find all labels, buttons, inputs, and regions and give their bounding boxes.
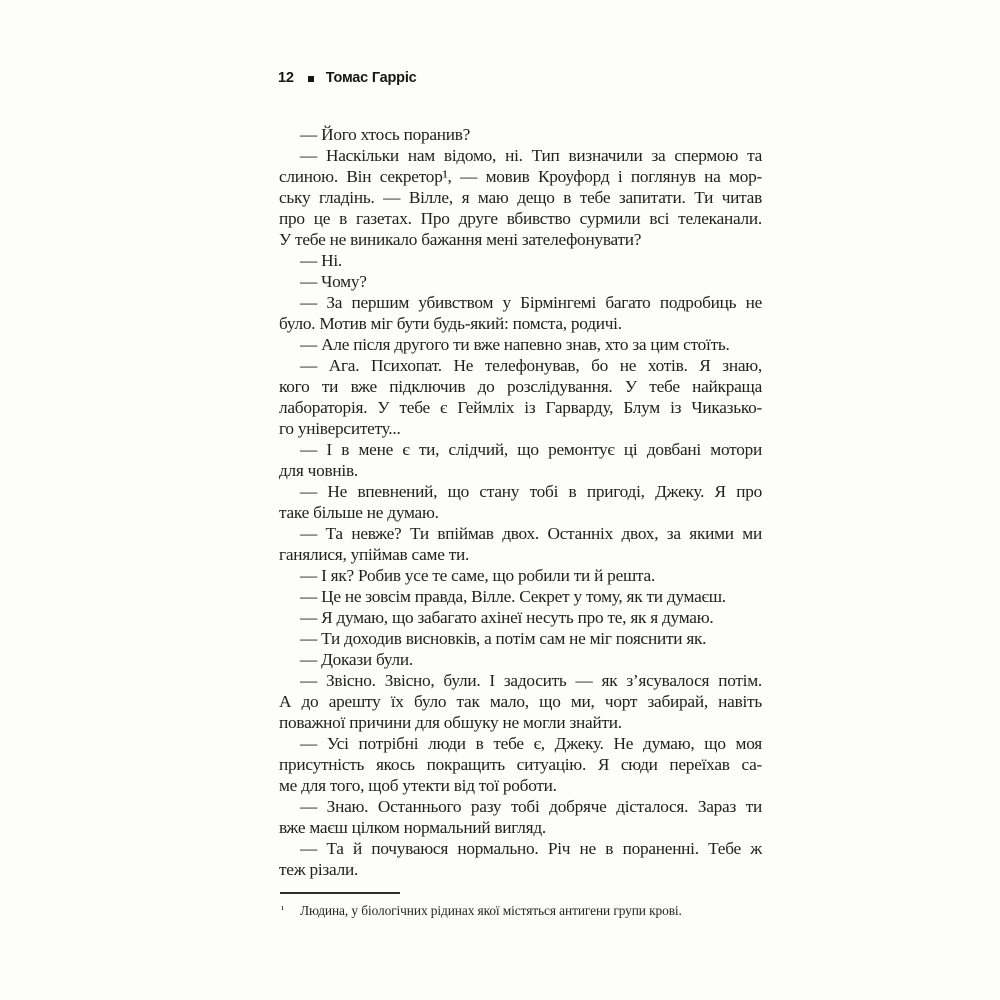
text-line: — Та й почуваюся нормально. Річ не в пораненні. Тебе ж bbox=[300, 839, 762, 858]
text-line: таке більше не думаю. bbox=[279, 503, 439, 522]
footnote-text: Людина, у біологічних рідинах якої містяться антигени групи крові. bbox=[300, 903, 682, 918]
text-line: — Ти доходив висновків, а потім сам не міг пояснити як. bbox=[300, 629, 707, 648]
text-line: — Я думаю, що забагато ахінеї несуть про те, як я думаю. bbox=[300, 608, 714, 627]
text-line: — Докази були. bbox=[300, 650, 413, 669]
text-line: У тебе не виникало бажання мені зателефонувати? bbox=[279, 230, 642, 249]
text-line: — Наскільки нам відомо, ні. Тип визначили за спермою та bbox=[300, 146, 762, 165]
text-line: — Не впевнений, що стану тобі в пригоді, Джеку. Я про bbox=[300, 482, 762, 501]
text-line: — Ні. bbox=[300, 251, 342, 270]
text-line: — Чому? bbox=[300, 272, 367, 291]
text-line: для човнів. bbox=[279, 461, 358, 480]
text-line: теж різали. bbox=[279, 860, 359, 879]
text-line: було. Мотив міг бути будь-який: помста, родичі. bbox=[279, 314, 622, 333]
text-line: — За першим убивством у Бірмінгемі багато подробиць не bbox=[300, 293, 762, 312]
body-text bbox=[279, 124, 762, 880]
text-line: — І як? Робив усе те саме, що робили ти й решта. bbox=[300, 566, 656, 585]
text-line: — Це не зовсім правда, Вілле. Секрет у тому, як ти думаєш. bbox=[300, 587, 726, 606]
text-line: — Усі потрібні люди в тебе є, Джеку. Не думаю, що моя bbox=[300, 734, 762, 753]
text-line: вже маєш цілком нормальний вигляд. bbox=[279, 818, 546, 837]
text-line: кого ти вже підключив до розслідування. У тебе найкраща bbox=[279, 377, 762, 396]
text-line: — Знаю. Останнього разу тобі добряче дісталося. Зараз ти bbox=[300, 797, 762, 816]
footnote-marker: ¹ bbox=[281, 904, 285, 916]
square-bullet-icon bbox=[308, 76, 314, 82]
text-line: — Але після другого ти вже напевно знав, хто за цим стоїть. bbox=[300, 335, 730, 354]
text-line: ську гладінь. — Вілле, я маю дещо в тебе запитати. Ти читав bbox=[279, 188, 762, 207]
text-line: — Ага. Психопат. Не телефонував, бо не хотів. Я знаю, bbox=[300, 356, 762, 375]
text-line: лабораторія. У тебе є Геймліх із Гарварду, Блум із Чиказько- bbox=[279, 398, 762, 417]
footnote-divider bbox=[280, 892, 400, 894]
text-line: А до арешту їх було так мало, що ми, чорт забирай, навіть bbox=[279, 692, 762, 711]
text-line: го університету... bbox=[279, 419, 401, 438]
text-line: ганялися, упіймав саме ти. bbox=[279, 545, 470, 564]
text-line: ме для того, щоб утекти від тої роботи. bbox=[279, 776, 557, 795]
text-line: — Та невже? Ти впіймав двох. Останніх двох, за якими ми bbox=[300, 524, 762, 543]
text-line: присутність якось покращить ситуацію. Я сюди переїхав са- bbox=[279, 755, 762, 774]
running-head bbox=[278, 70, 417, 86]
text-line: поважної причини для обшуку не могли знайти. bbox=[279, 713, 622, 732]
running-title: Томас Гарріс bbox=[325, 70, 417, 86]
text-line: — Його хтось поранив? bbox=[300, 125, 471, 144]
text-line: — Звісно. Звісно, були. І задосить — як з’ясувалося потім. bbox=[300, 671, 762, 690]
footnote bbox=[281, 902, 751, 919]
text-line: — І в мене є ти, слідчий, що ремонтує ці довбані мотори bbox=[300, 440, 762, 459]
text-line: про це в газетах. Про друге вбивство сурмили всі телеканали. bbox=[279, 209, 762, 228]
page-number: 12 bbox=[278, 70, 294, 86]
text-line: слиною. Він секретор¹, — мовив Кроуфорд і поглянув на мор- bbox=[279, 167, 762, 186]
